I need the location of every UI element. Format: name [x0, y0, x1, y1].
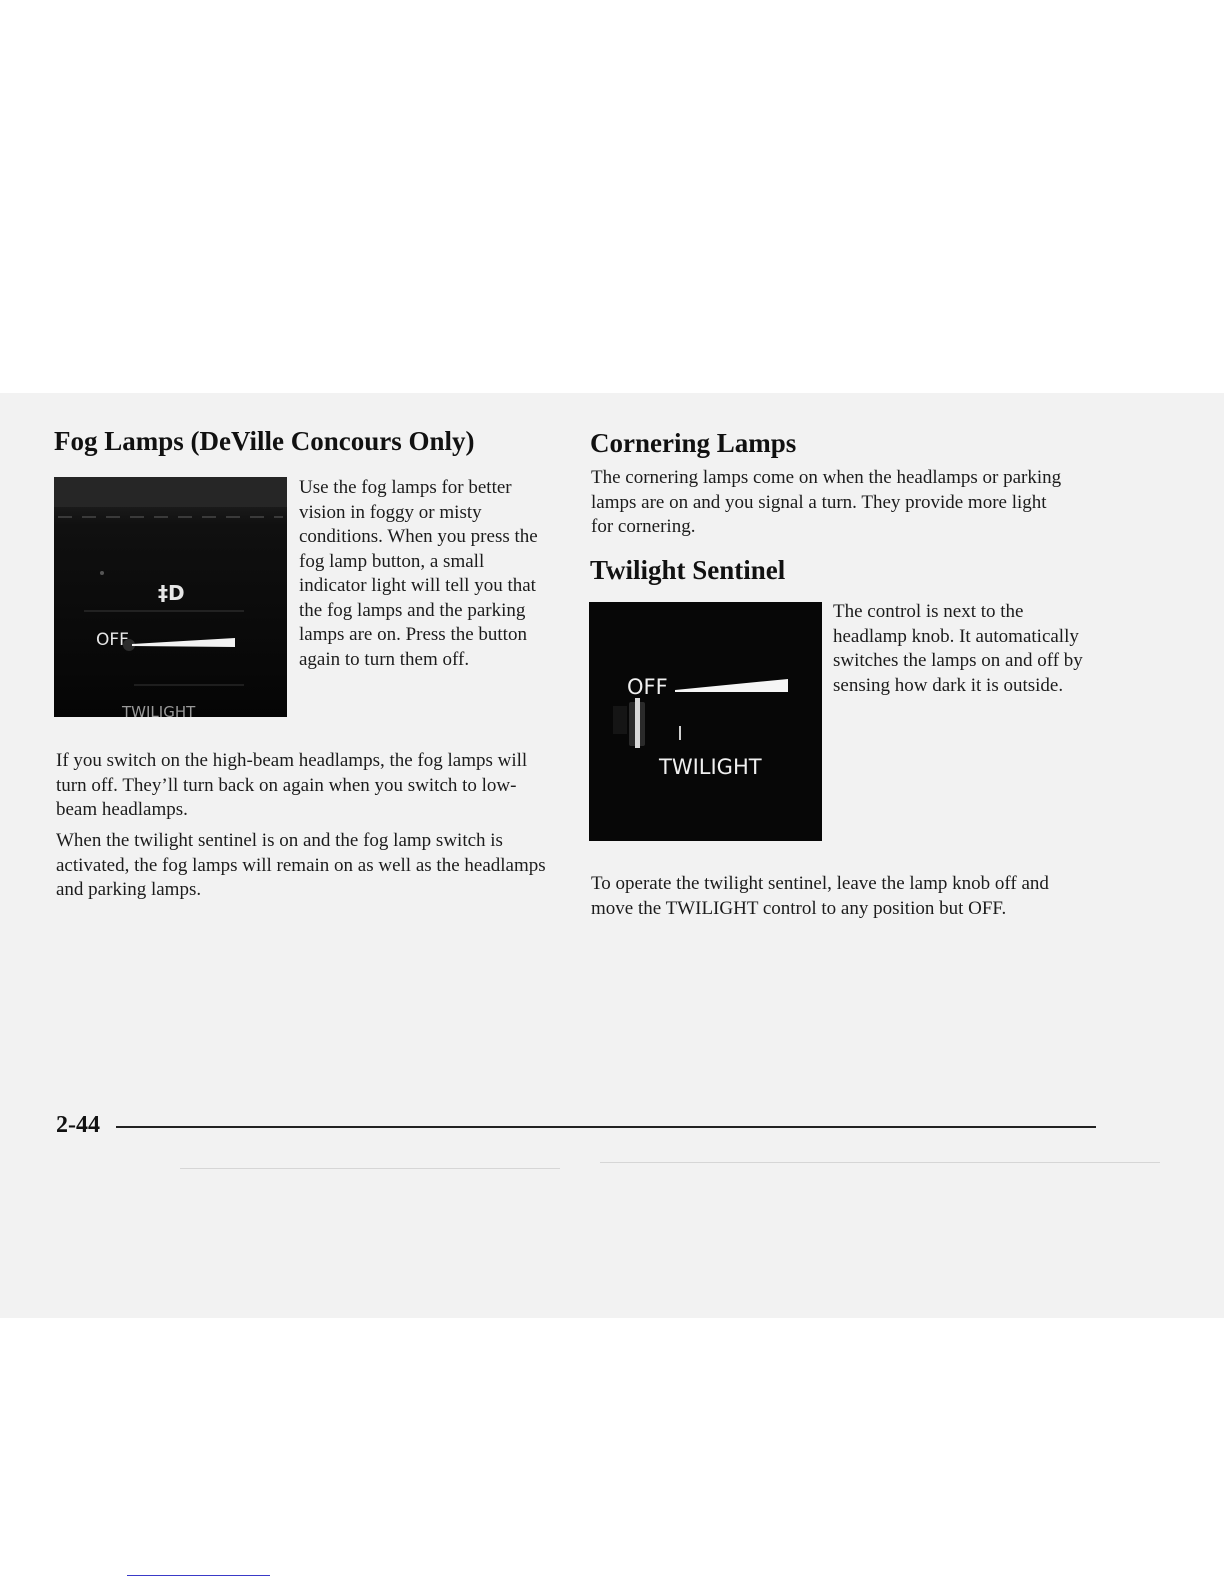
fog-symbol: ‡D: [158, 581, 185, 605]
faint-rule-right: [600, 1162, 1160, 1163]
footer-rule: [116, 1126, 1096, 1128]
twilight-label: TWILIGHT: [659, 755, 762, 779]
cornering-lamps-heading: Cornering Lamps: [590, 428, 797, 458]
twilight-sentinel-body: To operate the twilight sentinel, leave the lamp knob off and move the TWILIGHT control to any position but OFF.: [591, 873, 1049, 919]
fog-lamp-icon: [158, 581, 185, 605]
bottom-underline: [127, 1575, 270, 1576]
cornering-lamps-body: The cornering lamps come on when the headlamps or parking lamps are on and you signal a turn. They provide more light for cornering.: [591, 467, 1062, 537]
fog-lamps-intro: Use the fog lamps for better vision in foggy or misty conditions. When you press the fog lamp button, a small indicator light will tell you that the fog lamps and the parking lamps are on. Press the button again to turn them off.: [299, 477, 538, 670]
page-number: 2-44: [56, 1112, 100, 1138]
fog-twilight-label: TWILIGHT: [122, 703, 196, 717]
faint-rule-left: [180, 1168, 560, 1169]
twilight-control-photo: [589, 602, 822, 841]
fog-lamps-twilight-note: When the twilight sentinel is on and the fog lamp switch is activated, the fog lamps will remain on as well as the headlamps and parking lamps.: [56, 830, 546, 900]
twilight-off-label: OFF: [627, 675, 668, 699]
fog-lamp-control-photo: [54, 477, 287, 717]
twilight-sentinel-intro: The control is next to the headlamp knob. It automatically switches the lamps on and off by sensing how dark it is outside.: [833, 601, 1083, 696]
twilight-sentinel-heading: Twilight Sentinel: [590, 555, 786, 585]
fog-lamps-heading: Fog Lamps (DeVille Concours Only): [54, 426, 475, 456]
fog-off-label: OFF: [96, 630, 129, 650]
fog-lamps-highbeam-note: If you switch on the high-beam headlamps, the fog lamps will turn off. They’ll turn back on again when you switch to low-beam headlamps.: [56, 750, 528, 820]
